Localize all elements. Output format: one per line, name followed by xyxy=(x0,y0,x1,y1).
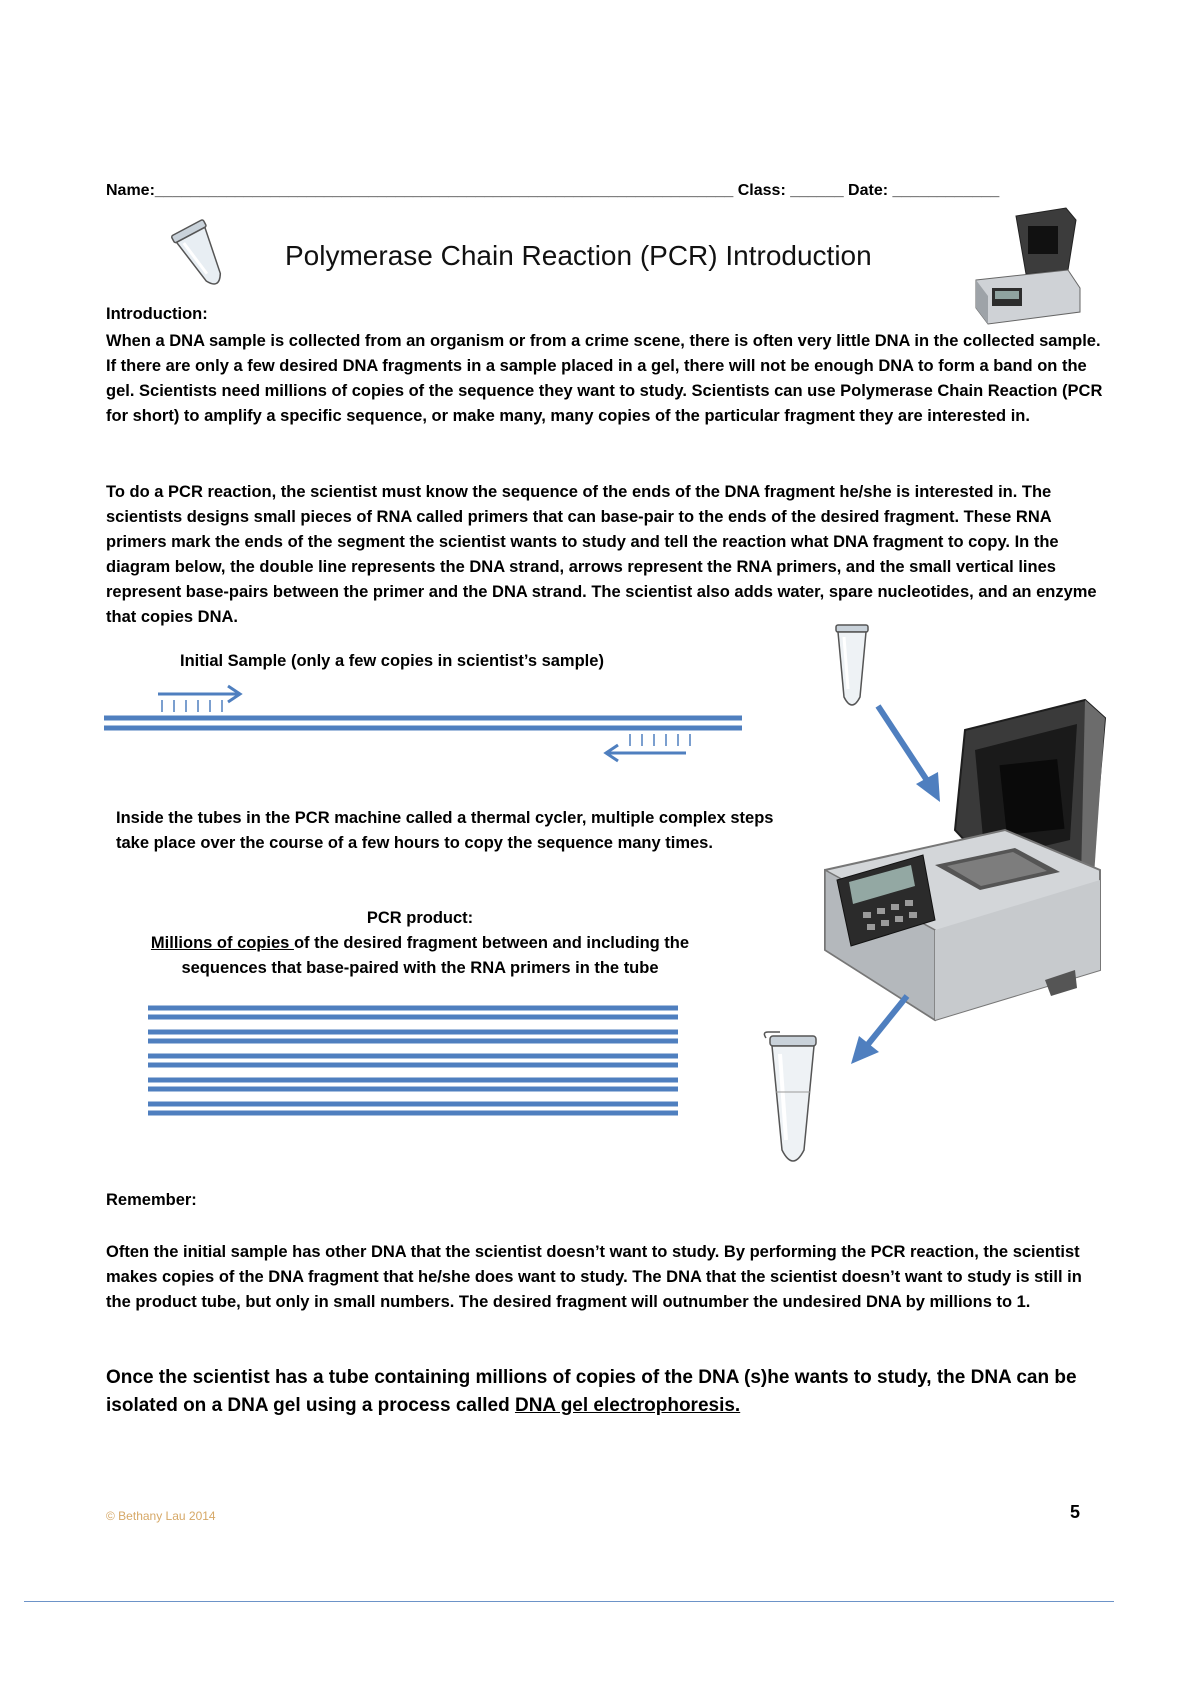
pcr-product-caption xyxy=(110,906,730,981)
arrow-out-of-machine xyxy=(845,990,915,1070)
remember-heading: Remember: xyxy=(106,1191,197,1209)
remember-paragraph: Often the initial sample has other DNA that the scientist doesn’t want to study. By performing the PCR reaction, the scientist makes copies of the DNA fragment that he/she does want to study. The DNA that the scientist doesn’t want to study is still in the product tube, but only in small numbers. The desired fragment will outnumber the undesired DNA by millions to 1. xyxy=(106,1243,1082,1311)
forward-base-pairs xyxy=(162,700,222,712)
introduction-paragraph: When a DNA sample is collected from an organism or from a crime scene, there is often very little DNA in the collected sample. If there are only a few desired DNA fragments in a sample placed in a gel, there will not be enough DNA to form a band on the gel. Scientists need millions of copies of the sequence they want to study. Scientists can use Polymerase Chain Reaction (PCR for short) to amplify a specific sequence, or make many, many copies of the particular fragment they are interested in. xyxy=(106,332,1103,425)
closing-paragraph xyxy=(106,1364,1106,1420)
dna-copy-3 xyxy=(148,1056,678,1065)
introduction-heading: Introduction: xyxy=(106,305,208,323)
page-title: Polymerase Chain Reaction (PCR) Introduction xyxy=(285,240,872,271)
pcr-machine-icon-small xyxy=(968,208,1086,326)
reverse-base-pairs xyxy=(630,734,690,746)
thermal-cycler-description: Inside the tubes in the PCR machine called a thermal cycler, multiple complex steps take place over the course of a few hours to copy the sequence many times. xyxy=(116,809,774,852)
pcr-product-strands xyxy=(148,1000,688,1130)
tube-icon-title xyxy=(170,218,250,300)
dna-copy-5 xyxy=(148,1104,678,1113)
name-class-date-line: Name:_________________________________________________________________ Class: ______ Date: ____________ xyxy=(106,182,1000,199)
initial-sample-diagram xyxy=(100,680,750,760)
dna-copy-1 xyxy=(148,1008,678,1017)
page-number: 5 xyxy=(1070,1502,1081,1522)
initial-sample-label: Initial Sample (only a few copies in scientist’s sample) xyxy=(180,652,604,670)
pcr-product-description xyxy=(110,931,730,981)
closing-text: Once the scientist has a tube containing millions of copies of the DNA (s)he wants to study, the DNA can be isolated on a DNA gel using a process called xyxy=(106,1367,1077,1416)
dna-copy-2 xyxy=(148,1032,678,1041)
dna-copy-4 xyxy=(148,1080,678,1089)
pcr-reaction-paragraph: To do a PCR reaction, the scientist must know the sequence of the ends of the DNA fragment he/she is interested in. The scientists designs small pieces of RNA called primers that can base-pair to the ends of the desired fragment. These RNA primers mark the ends of the segment the scientist wants to study and tell the reaction what DNA fragment to copy. In the diagram below, the double line represents the DNA strand, arrows represent the RNA primers, and the small vertical lines represent base-pairs between the primer and the DNA strand. The scientist also adds water, spare nucleotides, and an enzyme that copies DNA. xyxy=(106,483,1097,626)
copyright-notice: © Bethany Lau 2014 xyxy=(106,1509,216,1523)
tube-icon-product xyxy=(760,1032,824,1174)
forward-primer-arrow xyxy=(158,686,240,702)
reverse-primer-arrow xyxy=(606,745,686,761)
pcr-thermal-cycler-image xyxy=(815,690,1115,1030)
dna-gel-electrophoresis-link: DNA gel electrophoresis. xyxy=(514,1395,741,1416)
millions-of-copies-underlined: Millions of copies xyxy=(150,934,294,952)
footer-divider xyxy=(24,1601,1114,1602)
pcr-product-heading: PCR product: xyxy=(366,909,474,927)
dna-double-strand xyxy=(104,718,742,728)
pcr-product-description-rest: of the desired fragment between and including the sequences that base-paired with the RNA primers in the tube xyxy=(181,934,690,977)
